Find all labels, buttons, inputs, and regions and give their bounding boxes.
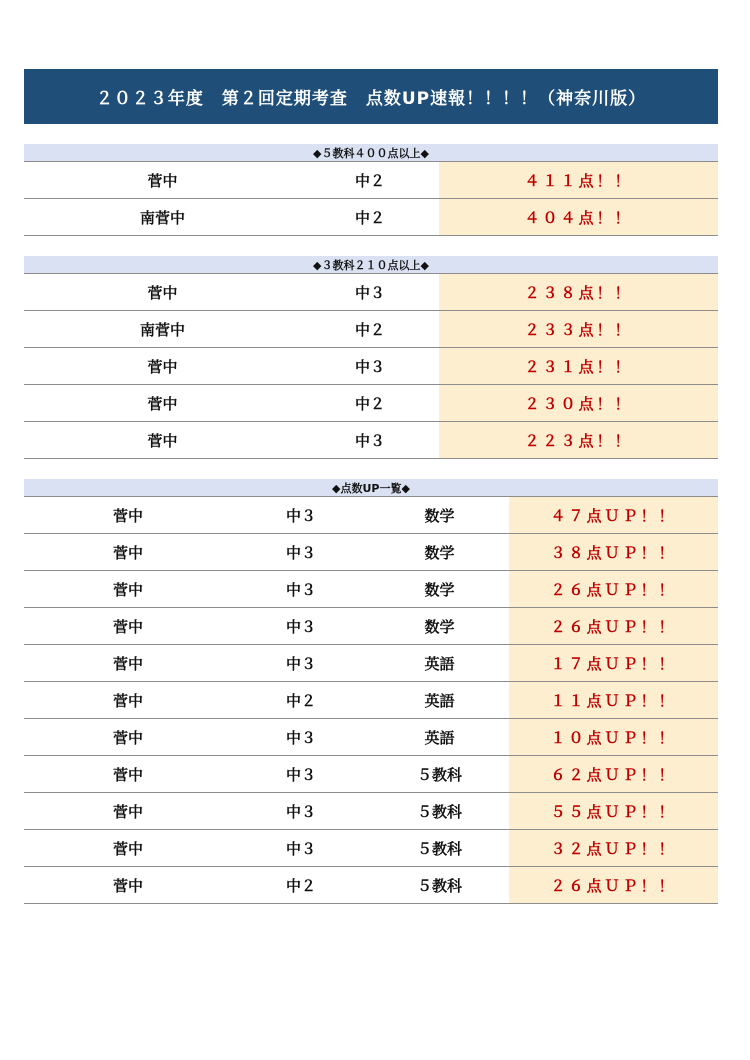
subject-cell: ５教科 — [416, 802, 462, 821]
grade-cell: 中２ — [354, 320, 385, 339]
score-cell: ２６点ＵＰ！！ — [509, 867, 718, 903]
grade-cell: 中３ — [285, 839, 316, 858]
school-cell: 菅中 — [112, 839, 143, 858]
score-cell: ２３８点！！ — [439, 274, 718, 310]
result-table — [24, 273, 718, 459]
table-row — [24, 162, 718, 199]
score-cell: ５５点ＵＰ！！ — [509, 793, 718, 829]
section-header: ◆３教科２１０点以上◆ — [24, 256, 718, 273]
school-cell: 菅中 — [147, 357, 178, 376]
school-cell: 菅中 — [112, 580, 143, 599]
grade-cell: 中２ — [354, 394, 385, 413]
score-cell: ３２点ＵＰ！！ — [509, 830, 718, 866]
section-score-up-list — [24, 479, 718, 904]
school-cell: 菅中 — [147, 431, 178, 450]
section-five-subjects-400 — [24, 144, 718, 236]
subject-cell: 数学 — [424, 506, 455, 525]
table-row — [24, 867, 718, 904]
grade-cell: 中３ — [285, 765, 316, 784]
score-cell: ２６点ＵＰ！！ — [509, 571, 718, 607]
table-row — [24, 571, 718, 608]
score-cell: ２３１点！！ — [439, 348, 718, 384]
grade-cell: 中３ — [285, 543, 316, 562]
table-row — [24, 608, 718, 645]
table-row — [24, 497, 718, 534]
subject-cell: 英語 — [424, 654, 455, 673]
grade-cell: 中２ — [354, 171, 385, 190]
table-row — [24, 793, 718, 830]
section-header: ◆点数UP一覧◆ — [24, 479, 718, 496]
score-cell: ４７点ＵＰ！！ — [509, 497, 718, 533]
table-row — [24, 348, 718, 385]
grade-cell: 中３ — [285, 506, 316, 525]
grade-cell: 中３ — [285, 580, 316, 599]
table-row — [24, 534, 718, 571]
score-cell: １０点ＵＰ！！ — [509, 719, 718, 755]
results-sheet — [24, 69, 718, 904]
subject-cell: ５教科 — [416, 876, 462, 895]
school-cell: 菅中 — [112, 802, 143, 821]
school-cell: 菅中 — [112, 765, 143, 784]
page-title: ２０２３年度 第２回定期考査 点数UP速報！！！！（神奈川版） — [24, 69, 718, 124]
section-three-subjects-210 — [24, 256, 718, 459]
grade-cell: 中２ — [285, 876, 316, 895]
score-cell: ２６点ＵＰ！！ — [509, 608, 718, 644]
result-table — [24, 496, 718, 904]
school-cell: 菅中 — [147, 171, 178, 190]
school-cell: 南菅中 — [139, 208, 185, 227]
subject-cell: ５教科 — [416, 839, 462, 858]
score-cell: ２３３点！！ — [439, 311, 718, 347]
score-cell: ４０４点！！ — [439, 199, 718, 235]
score-cell: １１点ＵＰ！！ — [509, 682, 718, 718]
school-cell: 菅中 — [112, 728, 143, 747]
table-row — [24, 756, 718, 793]
school-cell: 南菅中 — [139, 320, 185, 339]
school-cell: 菅中 — [147, 283, 178, 302]
score-cell: ６２点ＵＰ！！ — [509, 756, 718, 792]
school-cell: 菅中 — [112, 617, 143, 636]
grade-cell: 中３ — [354, 431, 385, 450]
subject-cell: 英語 — [424, 728, 455, 747]
table-row — [24, 422, 718, 459]
result-table — [24, 161, 718, 236]
grade-cell: 中３ — [285, 654, 316, 673]
subject-cell: 数学 — [424, 617, 455, 636]
table-row — [24, 199, 718, 236]
score-cell: ２２３点！！ — [439, 422, 718, 458]
school-cell: 菅中 — [112, 654, 143, 673]
school-cell: 菅中 — [112, 543, 143, 562]
grade-cell: 中３ — [285, 802, 316, 821]
table-row — [24, 274, 718, 311]
table-row — [24, 311, 718, 348]
table-row — [24, 385, 718, 422]
subject-cell: ５教科 — [416, 765, 462, 784]
table-row — [24, 682, 718, 719]
grade-cell: 中３ — [285, 728, 316, 747]
grade-cell: 中２ — [285, 691, 316, 710]
grade-cell: 中２ — [354, 208, 385, 227]
score-cell: ２３０点！！ — [439, 385, 718, 421]
school-cell: 菅中 — [112, 876, 143, 895]
subject-cell: 数学 — [424, 543, 455, 562]
score-cell: ３８点ＵＰ！！ — [509, 534, 718, 570]
school-cell: 菅中 — [112, 506, 143, 525]
grade-cell: 中３ — [354, 357, 385, 376]
table-row — [24, 645, 718, 682]
section-header: ◆５教科４００点以上◆ — [24, 144, 718, 161]
subject-cell: 数学 — [424, 580, 455, 599]
score-cell: ４１１点！！ — [439, 162, 718, 198]
table-row — [24, 719, 718, 756]
subject-cell: 英語 — [424, 691, 455, 710]
score-cell: １７点ＵＰ！！ — [509, 645, 718, 681]
table-row — [24, 830, 718, 867]
grade-cell: 中３ — [354, 283, 385, 302]
school-cell: 菅中 — [112, 691, 143, 710]
school-cell: 菅中 — [147, 394, 178, 413]
grade-cell: 中３ — [285, 617, 316, 636]
